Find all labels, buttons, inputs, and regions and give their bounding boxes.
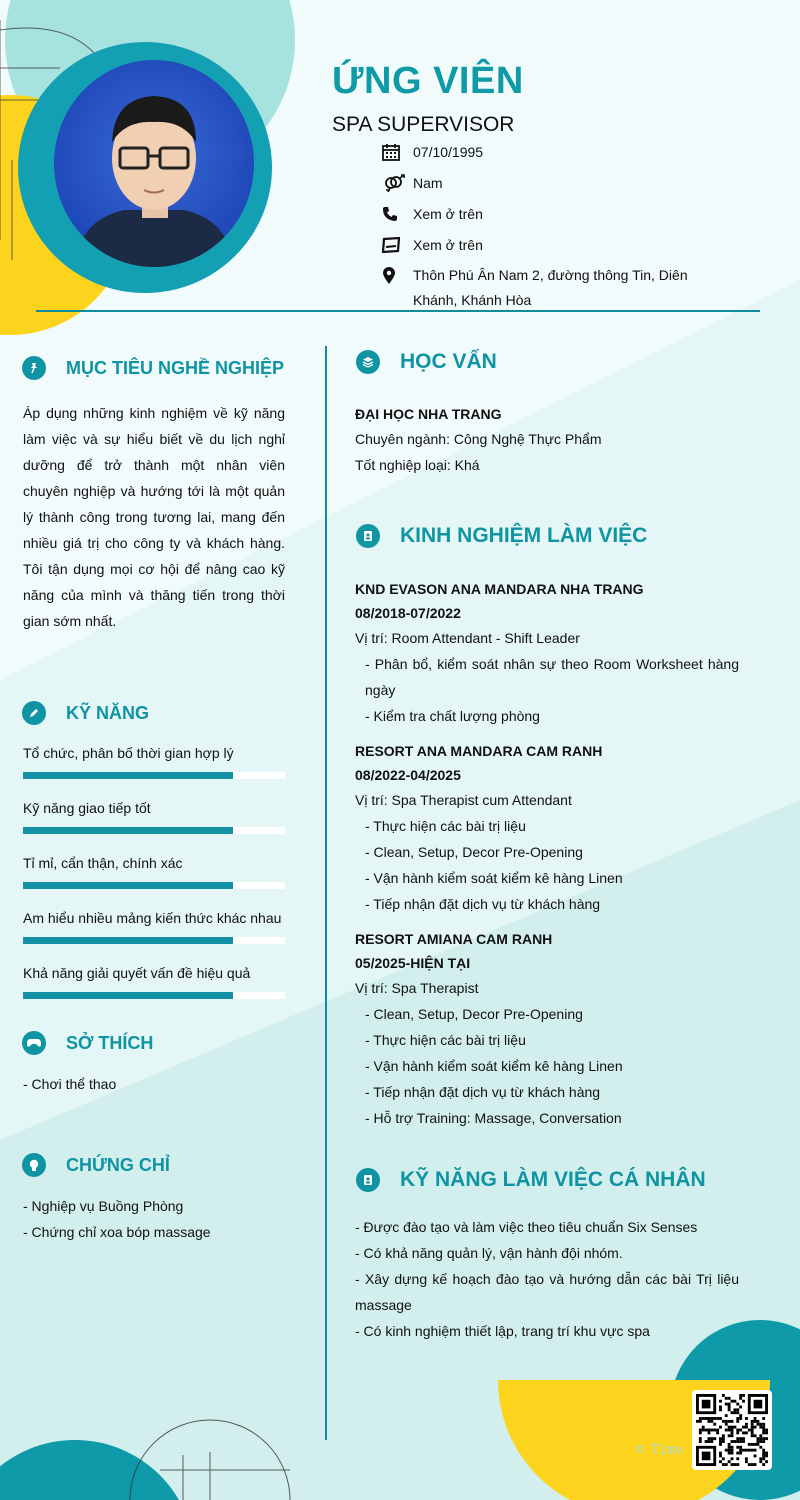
school-name: ĐẠI HỌC NHA TRANG: [355, 406, 502, 422]
certificates-title: CHỨNG CHỈ: [66, 1154, 170, 1175]
location-icon: [382, 265, 413, 287]
job-entry: [355, 927, 739, 1131]
skill-label: Tổ chức, phân bố thời gian hợp lý: [23, 745, 234, 761]
email-text: Xem ở trên: [413, 237, 483, 253]
job-title: SPA SUPERVISOR: [332, 113, 515, 136]
personal-skill-item: - Có khả năng quản lý, vận hành đội nhóm.: [355, 1245, 623, 1261]
qr-code[interactable]: [692, 1390, 772, 1470]
job-task: - Clean, Setup, Decor Pre-Opening: [365, 1006, 583, 1022]
contact-info: [382, 141, 722, 322]
skill-item: [23, 742, 285, 779]
email-icon: [382, 234, 413, 256]
job-entry: [355, 739, 739, 917]
job-task: - Vận hành kiểm soát kiểm kê hàng Linen: [365, 1058, 623, 1074]
certificate-item: - Nghiệp vụ Buồng Phòng: [23, 1198, 184, 1214]
candidate-name: ỨNG VIÊN: [332, 60, 524, 102]
skills-list: [23, 742, 285, 1017]
objective-text: Áp dụng những kinh nghiệm về kỹ năng làm việc và sự hiểu biết về du lịch nghỉ dưỡng để trở thành một nhân viên chuyên nghiệp và hướng tới là một quản lý thành công trong tương lai, mang đến nhiều giá trị cho công ty và khách hàng. Tôi tận dụng mọi cơ hội để nâng cao kỹ năng của mình và thăng tiến trong thời gian sớm nhất.: [23, 405, 285, 629]
skill-bar: [23, 937, 285, 944]
skill-label: Kỹ năng giao tiếp tốt: [23, 800, 151, 816]
job-period: 05/2025-HIỆN TẠI: [355, 955, 471, 971]
job-task: - Thực hiện các bài trị liệu: [365, 818, 526, 834]
skill-item: [23, 797, 285, 834]
skill-bar-fill: [23, 882, 233, 889]
info-row-birthdate: [382, 141, 722, 163]
certificates-list: [23, 1193, 211, 1245]
lightbulb-icon: [22, 1153, 46, 1177]
skill-item: [23, 962, 285, 999]
experience-title: KINH NGHIỆM LÀM VIỆC: [400, 524, 648, 547]
personal-skill-item: - Xây dựng kế hoạch đào tạo và hướng dẫn các bài Trị liệu massage: [355, 1271, 739, 1313]
calendar-icon: [382, 141, 413, 163]
birthdate-text: 07/10/1995: [413, 144, 484, 160]
profile-photo: [54, 60, 254, 267]
personal-skill-item: - Có kinh nghiệm thiết lập, trang trí khu vực spa: [355, 1323, 650, 1339]
skills-title: KỸ NĂNG: [66, 702, 150, 723]
job-period: 08/2018-07/2022: [355, 605, 461, 621]
profile-photo-frame: [18, 42, 272, 293]
personal-skills-heading: [356, 1168, 706, 1192]
job-period: 08/2022-04/2025: [355, 767, 461, 783]
gamepad-icon: [22, 1031, 46, 1055]
job-task: - Thực hiện các bài trị liệu: [365, 1032, 526, 1048]
job-company: RESORT AMIANA CAM RANH: [355, 931, 553, 947]
job-task: - Phân bổ, kiểm soát nhân sự theo Room Worksheet hàng ngày: [365, 656, 739, 698]
skill-bar-fill: [23, 772, 233, 779]
education-title: HỌC VẤN: [400, 350, 497, 373]
personal-skill-item: - Được đào tạo và làm việc theo tiêu chuẩn Six Senses: [355, 1219, 698, 1235]
hobbies-list: [23, 1071, 116, 1097]
phone-icon: [382, 203, 413, 225]
watermark: © Timv: [636, 1443, 683, 1458]
skill-bar: [23, 882, 285, 889]
skill-label: Am hiểu nhiều mảng kiến thức khác nhau: [23, 910, 282, 926]
certificate-item: - Chứng chỉ xoa bóp massage: [23, 1224, 211, 1240]
job-task: - Tiếp nhận đặt dịch vụ từ khách hàng: [365, 896, 601, 912]
skill-bar-fill: [23, 827, 233, 834]
job-task: - Vận hành kiểm soát kiểm kê hàng Linen: [365, 870, 623, 886]
education-heading: [356, 350, 497, 374]
gender-icon: [382, 172, 413, 194]
job-position: Vị trí: Room Attendant - Shift Leader: [355, 630, 580, 646]
skill-bar-fill: [23, 937, 233, 944]
job-company: KND EVASON ANA MANDARA NHA TRANG: [355, 581, 644, 597]
column-divider: [325, 346, 327, 1440]
skill-bar: [23, 827, 285, 834]
objective-heading: [22, 356, 284, 380]
address-text: Thôn Phú Ân Nam 2, đường thông Tin, Diên Khánh, Khánh Hòa: [413, 267, 688, 308]
skill-bar-fill: [23, 992, 233, 999]
job-task: - Clean, Setup, Decor Pre-Opening: [365, 844, 583, 860]
skill-bar: [23, 772, 285, 779]
info-row-gender: [382, 172, 722, 194]
skill-item: [23, 852, 285, 889]
education-grade: Tốt nghiệp loại: Khá: [355, 457, 480, 473]
job-position: Vị trí: Spa Therapist cum Attendant: [355, 792, 572, 808]
skill-label: Tỉ mỉ, cẩn thận, chính xác: [23, 855, 183, 871]
education-block: [355, 402, 739, 478]
info-row-email: [382, 234, 722, 256]
hobbies-heading: [22, 1031, 153, 1055]
job-task: - Kiểm tra chất lượng phòng: [365, 708, 540, 724]
header-divider: [36, 310, 760, 312]
info-row-phone: [382, 203, 722, 225]
hobby-item: - Chơi thể thao: [23, 1076, 117, 1092]
layers-icon: [356, 350, 380, 374]
hobbies-title: SỞ THÍCH: [66, 1032, 154, 1053]
certificates-heading: [22, 1153, 170, 1177]
pin-icon: [22, 356, 46, 380]
id-badge-icon: [356, 524, 380, 548]
personal-skills-title: KỸ NĂNG LÀM VIỆC CÁ NHÂN: [400, 1168, 706, 1191]
skill-label: Khả năng giải quyết vấn đề hiệu quả: [23, 965, 251, 981]
skills-heading: [22, 701, 149, 725]
gender-text: Nam: [413, 175, 443, 191]
phone-text: Xem ở trên: [413, 206, 483, 222]
pencil-icon: [22, 701, 46, 725]
experience-heading: [356, 524, 647, 548]
job-task: - Tiếp nhận đặt dịch vụ từ khách hàng: [365, 1084, 601, 1100]
skill-item: [23, 907, 285, 944]
personal-skills-list: [355, 1214, 739, 1344]
job-task: - Hỗ trợ Training: Massage, Conversation: [365, 1110, 622, 1126]
info-row-address: [382, 265, 722, 313]
skill-bar: [23, 992, 285, 999]
job-position: Vị trí: Spa Therapist: [355, 980, 479, 996]
job-company: RESORT ANA MANDARA CAM RANH: [355, 743, 603, 759]
education-major: Chuyên ngành: Công Nghệ Thực Phẩm: [355, 431, 602, 447]
job-entry: [355, 577, 739, 729]
objective-title: MỤC TIÊU NGHỀ NGHIỆP: [66, 357, 285, 378]
id-badge-icon: [356, 1168, 380, 1192]
